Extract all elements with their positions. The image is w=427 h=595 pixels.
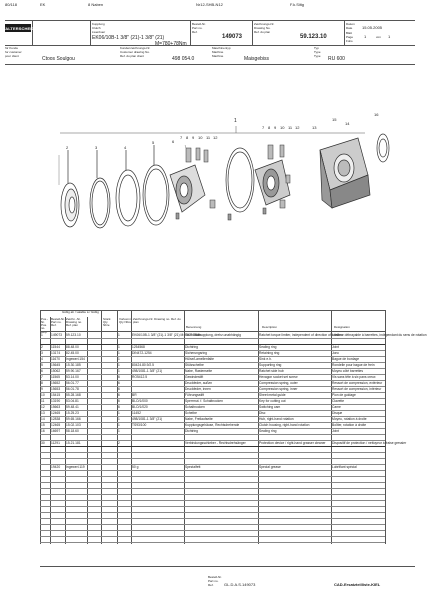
kunde-label-de: für Kunde (5, 46, 19, 50)
table-cell: Clutch housing, right-hand rotation (259, 423, 310, 427)
part-13-disc (226, 148, 254, 212)
table-cell: Sheet metal guide (259, 393, 286, 397)
part-5-supporting-ring (143, 145, 169, 225)
table-cell: Limiteur débrayable à barrettes, indépendant du sens de rotation (332, 333, 427, 337)
table-cell: 6 (118, 399, 120, 403)
table-cell: Sicherungsring (185, 351, 207, 355)
table-cell: 15653 (51, 387, 61, 391)
header-group: Gültig ab / valable à / Gültig (62, 310, 99, 314)
bestell-label-en: Part no. (192, 26, 203, 30)
zeichnung-label-fr: Ref. du plan (254, 30, 271, 34)
table-cell: Jonc (332, 351, 339, 355)
table-cell: BR (132, 393, 137, 397)
machine-value: Maisgebiss (244, 56, 270, 62)
table-cell: Special grease (259, 465, 281, 469)
table-cell: 16 (41, 429, 45, 433)
table-cell: 50 g (132, 465, 139, 469)
callout-9a: 9 (192, 135, 195, 140)
callout-9b: 9 (274, 125, 277, 130)
table-cell: 4 (41, 357, 43, 361)
table-cell: 15.21.181 (66, 441, 81, 445)
callout-2: 2 (66, 145, 69, 150)
date-value: 15.05.2005 (362, 25, 383, 30)
table-cell: 53.14.00 (66, 375, 79, 379)
table-cell: 58.18.60 (66, 429, 79, 433)
customer-drawing-value: 498 054.0 (172, 56, 195, 62)
kupplung-label-en: Clutch (92, 26, 101, 30)
table-cell: Verbindungsschieber - Rechtsdrehsänger (185, 441, 246, 445)
callout-6: 6 (172, 139, 175, 144)
brand-logo: WALTERSCHEID (1, 25, 35, 31)
table-cell: Schaltnocken (185, 405, 205, 409)
table-cell: 6 (118, 387, 120, 391)
table-cell: Hexagon socket set screw (259, 375, 298, 379)
table-cell: Sperrmut. f. Schaltnocken (185, 399, 223, 403)
sheet-value: 1 (364, 34, 367, 39)
table-cell: 1 (118, 363, 120, 367)
table-cell: 15663 (51, 405, 61, 409)
table-cell: Lubrifiant spécial (332, 465, 357, 469)
table-cell: 1 (118, 333, 120, 337)
table-cell: Ingewerl.154 (66, 357, 85, 361)
table-cell: 1 (118, 351, 120, 355)
callout-14: 14 (345, 121, 350, 126)
table-cell: DIN472-1254 (132, 351, 152, 355)
table-cell: 15415 (51, 393, 61, 397)
table-cell: 11452 (132, 411, 141, 415)
top-left-code: 80/118 (5, 2, 17, 7)
table-cell: Joint (332, 345, 339, 349)
part-2-seal-ring (61, 150, 79, 227)
table-cell: Boîtier, rotation à droite (332, 423, 367, 427)
table-cell: Gewindestift (185, 375, 204, 379)
table-cell: 10 (41, 393, 45, 397)
top-nr: Nr12-SHB-N12 (196, 2, 223, 7)
table-cell: 11565 (51, 375, 60, 379)
table-cell: 13174 (51, 351, 61, 355)
table-cell: 2 (41, 345, 43, 349)
callout-4: 4 (124, 145, 127, 150)
table-cell: 1 (118, 411, 120, 415)
table-cell: 15.02.103 (66, 423, 81, 427)
table-cell: 53.04.81 (66, 399, 79, 403)
zeichnung-label-en: Drawing No. (254, 26, 271, 30)
header-qty2: Vorkomm. Qty Nbre (119, 317, 133, 325)
table-cell: 6 (41, 369, 43, 373)
callout-13: 13 (312, 125, 317, 130)
footer-label-en: Part no. (208, 579, 219, 583)
top-lang: EK (40, 2, 46, 7)
table-cell: 12 (41, 405, 45, 409)
table-cell: Stützscheibe (185, 363, 204, 367)
type-value: RU 600 (328, 56, 345, 62)
table-cell: 9 (41, 387, 43, 391)
of-value: 1 (388, 34, 391, 39)
callout-11a: 11 (206, 135, 211, 140)
table-cell: 88.48.00 (66, 345, 79, 349)
table-cell: Dispositif de protection / nettoyeur à fraise gressier (332, 441, 407, 445)
table-cell: 16697 (51, 429, 61, 433)
part-15-clutch-housing (320, 138, 370, 208)
table-cell: 59.65.166 (66, 417, 81, 421)
table-cell: 15.25.23 (66, 411, 79, 415)
table-cell: 149073 (51, 333, 63, 337)
footer-label-de: Bestell-Nr. (208, 575, 222, 579)
kz-label-fr: Ref. du plan client (120, 54, 145, 58)
table-cell: TS93/100 (132, 423, 147, 427)
top-hubs: 8 Naben (88, 2, 104, 7)
kunde-label-en: for customer (5, 50, 22, 54)
table-cell: Scheibe (185, 411, 197, 415)
callout-3: 3 (95, 145, 98, 150)
table-cell: Pion de guidage (332, 393, 356, 397)
title-line2: M=780+78Nm (155, 41, 187, 47)
table-cell: 14 (41, 417, 45, 421)
table-cell: 59.90.167 (66, 369, 81, 373)
table-cell: 498/1081-1 3/8" (21) (132, 369, 163, 373)
table-cell: Joint (332, 429, 339, 433)
table-cell: 498/1081-1 3/8" (21) (132, 417, 163, 421)
table-cell: Sink e.h. (259, 357, 272, 361)
table-cell: Supporting ring (259, 363, 282, 367)
table-cell: Moyeu, rotation à droite (332, 417, 367, 421)
table-cell: 15645 (51, 363, 61, 367)
table-cell: 59.123.10 (66, 333, 81, 337)
customer-value: Ctoos Soulgou (42, 56, 75, 62)
part-16-seal-ring (377, 134, 389, 162)
table-cell: 2 (118, 441, 120, 445)
header-drawing-no: Zeichn.-Nr. Drawing no. Ref. plan (66, 317, 83, 328)
table-cell: 12465 (51, 411, 61, 415)
table-cell: 1 (118, 369, 120, 373)
table-cell: Compression spring, outer (259, 381, 298, 385)
table-cell: Ratchet torque limiter, independent of direction of rotation (259, 333, 343, 337)
table-cell: 6 (118, 381, 120, 385)
table-cell: Kupplungsgehäuse, Rechtsdrehende (185, 423, 240, 427)
maschine-label-de: Maschinentyp (212, 46, 231, 50)
table-cell: Hülse/Lamellenfalte (185, 357, 214, 361)
kunde-label-fr: pour client (5, 54, 19, 58)
table-cell: 1254568 (132, 345, 145, 349)
table-cell: 11670 (51, 357, 60, 361)
table-cell: Clavette (332, 399, 345, 403)
table-cell: Key for cutting out (259, 399, 286, 403)
sheet-label-de: Blatt (346, 31, 353, 35)
table-cell: Retaining ring (259, 351, 280, 355)
footer-label-fr: Ref. (208, 583, 214, 587)
header-designation: Désignation (334, 325, 350, 329)
table-cell: Druckfeder, außen (185, 381, 213, 385)
header-benennung: Benennung (186, 325, 202, 329)
table-cell: Bague de bordage (332, 357, 360, 361)
table-cell: Moyeu côté barrettes (332, 369, 363, 373)
table-cell: 13 (41, 411, 45, 415)
table-cell: Came (332, 405, 341, 409)
drawing-number: 59.123.10 (300, 34, 327, 40)
table-cell: Dichtring (185, 345, 199, 349)
table-cell: Sealing ring (259, 429, 277, 433)
table-cell: Ressort de compression, extérieur (332, 381, 383, 385)
table-cell: 11544 (51, 345, 60, 349)
exploded-view-drawing (0, 0, 421, 300)
bestell-label-fr: Ref. (192, 30, 198, 34)
zeichnung-label-de: Zeichnungs-Nr. (254, 22, 275, 26)
top-fk: F.k.Siltg (290, 2, 305, 7)
table-cell: Protection device / right-hand grasser cleaner (259, 441, 326, 445)
table-cell: EK06/10B-1 3/8" (21)-1 3/8" (21) M=780+78Nm (132, 333, 202, 337)
table-cell: 11291 (51, 441, 60, 445)
table-cell: 1 (118, 423, 120, 427)
part-6-ratchet-hub (170, 165, 205, 212)
table-cell: Ressort de compression, intérieur (332, 387, 382, 391)
maschine-label-fr: Machine (212, 54, 224, 58)
table-cell: Rondelle pour bague de frein (332, 363, 375, 367)
table-cell: 15652 (51, 381, 61, 385)
table-cell: Führungsstift (185, 393, 205, 397)
table-row (40, 536, 385, 543)
header-qty: Stück Qty Nbre (103, 317, 111, 328)
callout-7a: 7 (180, 135, 183, 140)
table-cell: Switching cam (259, 405, 281, 409)
table-cell: Nabe, Rastenseite (185, 369, 213, 373)
table-cell: 12465 (51, 423, 61, 427)
typ-label-en: Type (314, 50, 321, 54)
table-cell: 30 (41, 441, 45, 445)
table-cell: 56.01.77 (66, 381, 79, 385)
part-4-ring (116, 150, 140, 226)
part-14-freewheel-hub (255, 160, 290, 205)
callout-5: 5 (152, 140, 155, 145)
callout-10b: 10 (280, 125, 285, 130)
callout-8a: 8 (186, 135, 189, 140)
table-cell: 5 (41, 363, 43, 367)
table-cell: 3 (41, 351, 43, 355)
callout-12a: 12 (213, 135, 218, 140)
callout-12b: 12 (295, 125, 300, 130)
table-cell: 56.01.78 (66, 387, 79, 391)
callout-16: 16 (374, 112, 379, 117)
maschine-label-en: Machine (212, 50, 224, 54)
footer-part-code: GL.D.A.S.149073 (224, 582, 256, 587)
callout-11b: 11 (288, 125, 293, 130)
table-cell: 15.30.185 (66, 363, 81, 367)
table-cell: Ratchet side hub (259, 369, 284, 373)
title-line1: EK06/10B-1 3/8" (21)-1 3/8" (21) (92, 35, 165, 41)
table-cell: 80424.80.9/2.5 (132, 363, 154, 367)
table-cell: Hub, right-hand rotation (259, 417, 294, 421)
table-cell: 1 (41, 333, 43, 337)
header-description: Description (262, 325, 278, 329)
table-cell: Nabe, Freilaufseite (185, 417, 213, 421)
table-cell: BLO/1/000 (132, 399, 148, 403)
table-cell: RO5412.5 (132, 375, 148, 379)
table-cell: Dichtring (185, 429, 199, 433)
table-cell: Kn-Schaltkupplung, drehz.unabhängig (185, 333, 241, 337)
typ-label-fr: Type (314, 54, 321, 58)
table-cell: 12838 (51, 417, 61, 421)
table-cell: 6 (118, 375, 120, 379)
table-cell: Compression spring, inner (259, 387, 298, 391)
table-cell: Disc (259, 411, 266, 415)
table-cell: 7 (41, 375, 43, 379)
date-label-en: Date (346, 26, 353, 30)
kz-label-de: Kundenzeichnungs-Nr. (120, 46, 151, 50)
table-cell: 15062 (51, 369, 61, 373)
table-cell: 6 (118, 393, 120, 397)
table-cell: 19420 (51, 465, 61, 469)
table-cell: BLO/1/020 (132, 405, 148, 409)
sheet-label-fr: Folio (346, 39, 353, 43)
kz-label-en: Customer drawing No. (120, 50, 150, 54)
table-cell: Druckfeder, innen (185, 387, 211, 391)
table-cell: 8 (41, 381, 43, 385)
part-3-retaining-ring (90, 150, 110, 228)
sheet-label-en: Page (346, 35, 354, 39)
part-number: 149073 (222, 34, 243, 40)
table-cell: 15 (41, 423, 45, 427)
kupplung-label-fr: Lwenbuer (92, 30, 106, 34)
table-cell: 59.48.41 (66, 405, 79, 409)
header-pos: Pos.-Nr. Pos. no. Rep. (41, 317, 49, 334)
table-cell: 1 (118, 429, 120, 433)
bestell-label-de: Bestell-Nr. (192, 22, 206, 26)
callout-7b: 7 (262, 125, 265, 130)
table-cell: 1 (118, 345, 120, 349)
callout-10a: 10 (198, 135, 203, 140)
table-cell: 1 (118, 357, 120, 361)
typ-label-de: Typ (314, 46, 319, 50)
callout-8b: 8 (268, 125, 271, 130)
header-part-no: Bestell-Nr. Part no. Ref. (51, 317, 65, 328)
header-drawing-ref: Zeichnungs-Nr. Drawing no. Ref. du plan (133, 317, 181, 325)
kupplung-label-de: Kupplung (92, 22, 105, 26)
table-cell: Disque (332, 411, 343, 415)
table-cell: Vis sans tête à six pans creux (332, 375, 376, 379)
of-label: von (376, 35, 381, 39)
table-cell: 1 (118, 417, 120, 421)
table-cell: Spezialfett (185, 465, 201, 469)
date-label-de: Datum (346, 22, 355, 26)
callout-main: 1 (234, 118, 237, 124)
table-cell: 11 (41, 399, 45, 403)
footer-doc-title: CAD-Ersatzteilliste-KIEL (334, 582, 381, 587)
small-parts (176, 208, 266, 220)
table-cell: Sealing ring (259, 345, 277, 349)
table-cell: 6 (118, 405, 120, 409)
table-cell: 82.45.00 (66, 351, 79, 355)
table-cell: 55.28.168 (66, 393, 81, 397)
callout-15: 15 (332, 117, 337, 122)
table-cell: Ingewerl.119 (66, 465, 85, 469)
table-cell: 13190 (51, 399, 61, 403)
